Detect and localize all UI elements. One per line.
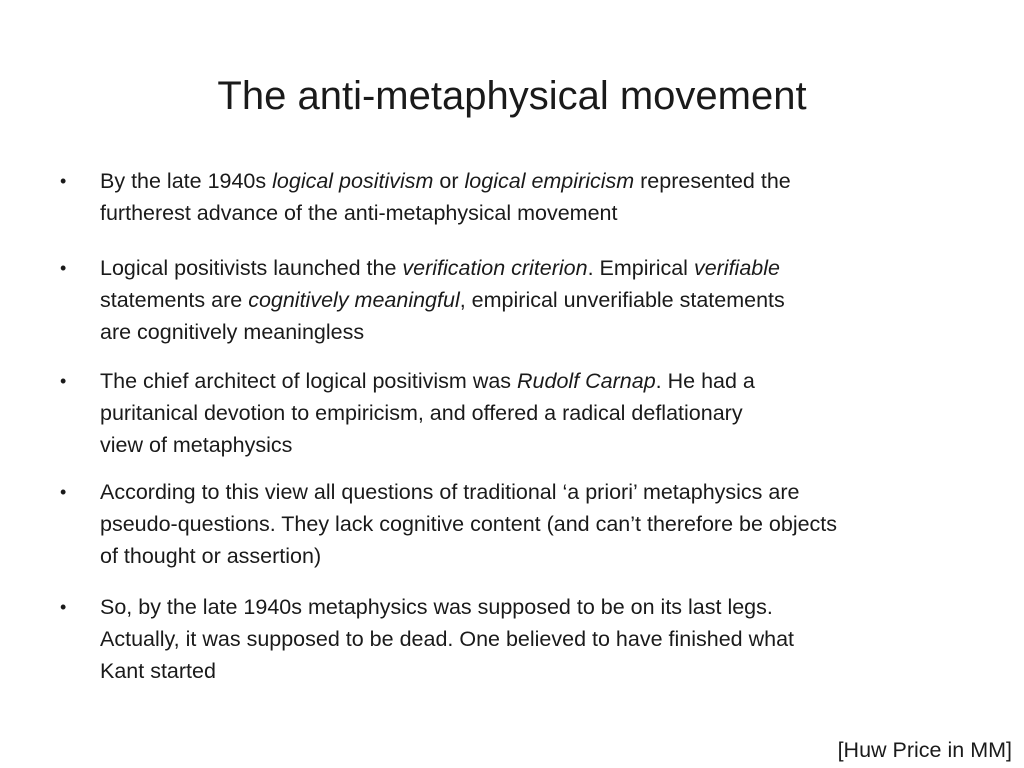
italic-term: cognitively meaningful (248, 288, 460, 312)
bullet-line: Actually, it was supposed to be dead. One believed to have finished what (100, 627, 795, 651)
citation: [Huw Price in MM] (837, 738, 1012, 762)
italic-term: logical empiricism (464, 169, 635, 193)
bullet-line: pseudo-questions. They lack cognitive content (and can’t therefore be objects (100, 512, 838, 536)
bullet-item-2 (60, 252, 970, 348)
text-run: The chief architect of logical positivism was (100, 369, 518, 393)
bullet-marker: • (60, 258, 67, 278)
italic-term: logical positivism (272, 169, 434, 193)
text-run: . He had a (655, 369, 755, 393)
bullet-item-1 (60, 165, 970, 229)
bullet-line: So, by the late 1940s metaphysics was supposed to be on its last legs. (100, 595, 773, 619)
text-run: represented the (634, 169, 791, 193)
text-run: , empirical unverifiable statements (459, 288, 785, 312)
bullet-line (100, 284, 970, 316)
bullet-marker: • (60, 371, 67, 391)
bullet-line: view of metaphysics (100, 433, 293, 457)
italic-term: verifiable (693, 256, 780, 280)
text-run: By the late 1940s (100, 169, 273, 193)
text-run: Logical positivists launched the (100, 256, 403, 280)
bullet-line: According to this view all questions of traditional ‘a priori’ metaphysics are (100, 480, 800, 504)
italic-term: Rudolf Carnap (517, 369, 656, 393)
bullet-line: of thought or assertion) (100, 544, 322, 568)
bullet-marker: • (60, 597, 67, 617)
text-run: or (433, 169, 465, 193)
slide-title: The anti-metaphysical movement (217, 74, 807, 118)
text-run: statements are (100, 288, 249, 312)
bullet-line: puritanical devotion to empiricism, and offered a radical deflationary (100, 401, 743, 425)
italic-term: verification criterion (402, 256, 588, 280)
text-run: . Empirical (587, 256, 694, 280)
bullet-item-3 (60, 365, 970, 461)
bullet-item-4 (60, 476, 970, 572)
bullet-line: are cognitively meaningless (100, 320, 365, 344)
bullet-line (100, 252, 970, 284)
bullet-marker: • (60, 171, 67, 191)
bullet-marker: • (60, 482, 67, 502)
bullet-line (100, 365, 970, 397)
bullet-line: furtherest advance of the anti-metaphysical movement (100, 201, 618, 225)
bullet-item-5 (60, 591, 970, 687)
bullet-line: Kant started (100, 659, 216, 683)
bullet-line (100, 165, 970, 197)
